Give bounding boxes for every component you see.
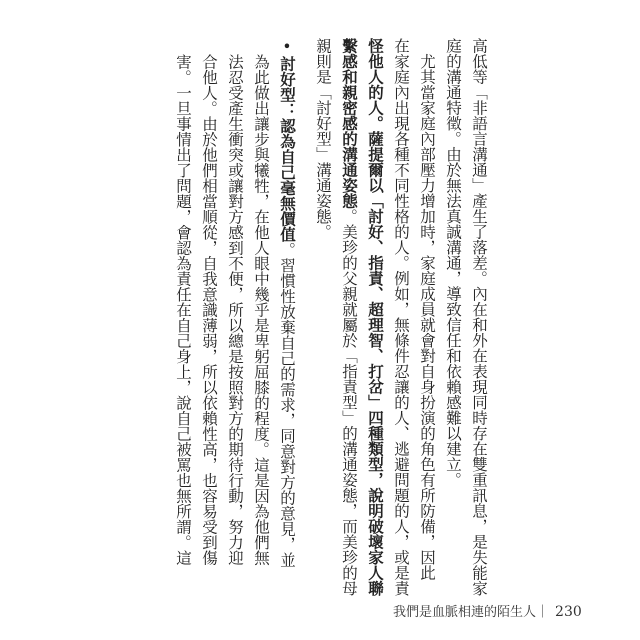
column-text: 尤其當家庭內部壓力增加時，家庭成員就會對自身扮演的角色有所防備，因此 [418, 38, 436, 581]
text-column-11 [198, 54, 216, 566]
running-title: 我們是血脈相連的陌生人 [393, 605, 537, 620]
column-text: 庭的溝通特徵。由於無法真誠溝通，導致信任和依賴感難以建立。 [444, 38, 462, 488]
column-text: 高低等「非語言溝通」產生了落差。內在和外在表現同時存在雙重訊息，是失能家 [470, 38, 488, 596]
column-text: 合他人。由於他們相當順從，自我意識薄弱，所以依賴性高，也容易受到傷 [200, 54, 218, 566]
text-column-12 [172, 54, 190, 566]
column-text: 。美珍的父親就屬於「指責型」的溝通姿態，而美珍的母 [340, 208, 358, 596]
column-text: 為此做出讓步與犧牲，在他人眼中幾乎是卑躬屈膝的程度。這是因為他們無 [252, 54, 270, 566]
footer-separator: ｜ [536, 605, 550, 620]
column-text: 。習慣性放棄自己的需求，同意對方的意見，並 [278, 242, 296, 568]
page-footer [393, 601, 582, 620]
column-bold-text: 怪他人的人。薩提爾以「討好、指責、超理智、打岔」四種類型，說明破壞家人聯 [366, 38, 384, 596]
text-column-8 [276, 38, 294, 568]
text-column-7 [312, 38, 330, 240]
column-text: 害。一旦事情出了問題，會認為責任在自己身上，說自己被罵也無所謂。這 [174, 54, 192, 566]
text-column-1 [468, 38, 486, 596]
column-text: 法忍受產生衝突或讓對方感到不便，所以總是按照對方的期待行動，努力迎 [226, 54, 244, 566]
column-bold-text: 討好型：認為自己毫無價值 [278, 56, 296, 242]
text-column-2 [442, 38, 460, 488]
text-column-4 [390, 38, 408, 596]
text-column-3 [416, 38, 434, 581]
column-text: 親則是「討好型」溝通姿態。 [314, 38, 332, 240]
column-text: 在家庭內出現各種不同性格的人。例如，無條件忍讓的人、逃避問題的人，或是責 [392, 38, 410, 596]
text-column-6 [338, 38, 356, 596]
text-column-9 [250, 54, 268, 566]
bullet-glyph: • [278, 38, 296, 56]
column-bold-text: 繫感和親密感的溝通姿態 [340, 38, 358, 209]
text-column-10 [224, 54, 242, 566]
page-number: 230 [555, 604, 582, 620]
text-column-5 [364, 38, 382, 596]
